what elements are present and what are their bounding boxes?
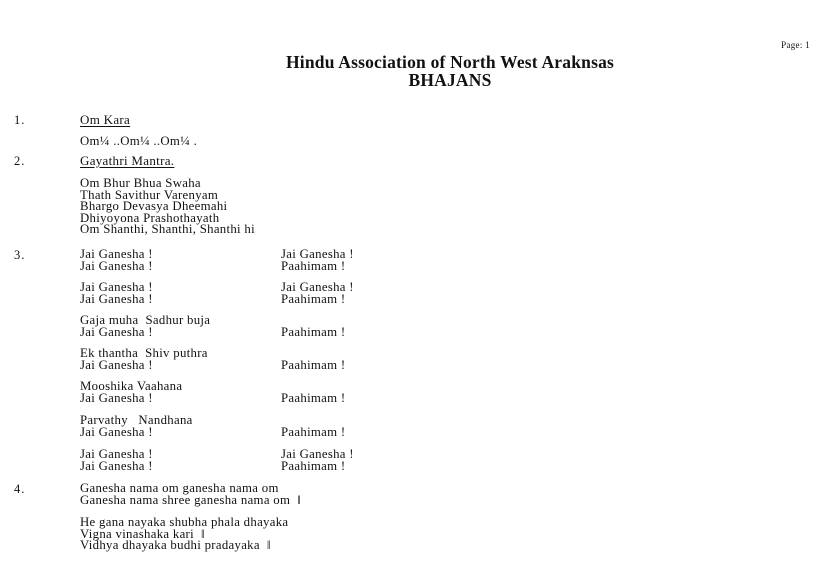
verse-line: Mooshika Vaahana <box>80 379 183 393</box>
verse-line: Parvathy Nandhana <box>80 413 193 427</box>
item-number: 4. <box>14 482 26 496</box>
verse-line: Jai Ganesha ! <box>80 424 153 439</box>
verse-line: Jai Ganesha ! <box>80 280 153 294</box>
verse-line: Ganesha nama om ganesha nama om <box>80 481 279 495</box>
verse-line: Paahimam ! <box>281 258 346 273</box>
document-subtitle: BHAJANS <box>408 70 492 90</box>
gayathri-verse <box>80 178 255 236</box>
verse-line: Jai Ganesha ! <box>80 447 153 461</box>
verse-row <box>80 390 346 405</box>
ganesha-stanza <box>80 249 354 272</box>
verse-row <box>80 324 346 339</box>
verse-line: Jai Ganesha ! <box>80 458 153 473</box>
page-number: Page: 1 <box>781 40 810 50</box>
document-title: Hindu Association of North West Araknsas <box>285 52 615 72</box>
verse-line: Jai Ganesha ! <box>281 280 354 294</box>
verse-line: Vidhya dhayaka budhi pradayaka ‖ <box>80 538 271 553</box>
verse-line: Gaja muha Sadhur buja <box>80 313 211 327</box>
verse-line: Jai Ganesha ! <box>80 291 153 306</box>
verse-line: Paahimam ! <box>281 357 346 372</box>
ganesha-stanza <box>80 348 345 371</box>
gana-nayaka-verse <box>80 517 288 552</box>
item-number: 1. <box>14 113 26 127</box>
verse-line: Paahimam ! <box>281 390 346 405</box>
ganesha-stanza <box>80 381 345 404</box>
verse-line: Om Bhur Bhua Swaha <box>80 176 201 190</box>
item-number: 3. <box>14 248 26 262</box>
verse-line: Jai Ganesha ! <box>281 447 354 461</box>
verse-row <box>80 424 346 439</box>
bhajan-title-gayathri: Gayathri Mantra. <box>80 153 175 168</box>
verse-line: Ganesha nama shree ganesha nama om ‖ <box>80 492 302 507</box>
item-number: 2. <box>14 154 26 168</box>
verse-line: Jai Ganesha ! <box>80 324 153 339</box>
ganesha-stanza <box>80 449 354 472</box>
verse-line: Bhargo Devasya Dheemahi <box>80 199 228 214</box>
verse-line: Jai Ganesha ! <box>80 247 153 261</box>
ganesha-nama-verse <box>80 483 301 506</box>
verse-row <box>80 258 354 273</box>
verse-line: Om¼ ..Om¼ ..Om¼ . <box>80 134 198 148</box>
verse-line: Jai Ganesha ! <box>80 357 153 372</box>
verse-line: Jai Ganesha ! <box>80 258 153 273</box>
ganesha-stanza <box>80 315 345 338</box>
verse-line: Dhiyoyona Prashothayath <box>80 210 220 225</box>
verse-line: Ek thantha Shiv puthra <box>80 346 208 360</box>
verse-line: Paahimam ! <box>281 458 346 473</box>
bhajan-title-om-kara: Om Kara <box>80 112 131 127</box>
ganesha-stanza <box>80 415 345 438</box>
verse-line: He gana nayaka shubha phala dhayaka <box>80 515 289 529</box>
verse-line: Paahimam ! <box>281 324 346 339</box>
verse-line: Paahimam ! <box>281 424 346 439</box>
verse-row <box>80 458 354 473</box>
verse-row <box>80 357 346 372</box>
verse-line: Jai Ganesha ! <box>80 390 153 405</box>
verse-row <box>80 291 354 306</box>
verse-line: Om Shanthi, Shanthi, Shanthi hi <box>80 222 255 237</box>
verse-line: Vigna vinashaka kari ‖ <box>80 526 205 541</box>
ganesha-stanza <box>80 282 354 305</box>
om-kara-verse <box>80 136 197 148</box>
verse-line: Jai Ganesha ! <box>281 247 354 261</box>
verse-line: Thath Savithur Varenyam <box>80 187 219 202</box>
verse-line: Paahimam ! <box>281 291 346 306</box>
document-header <box>0 53 820 89</box>
